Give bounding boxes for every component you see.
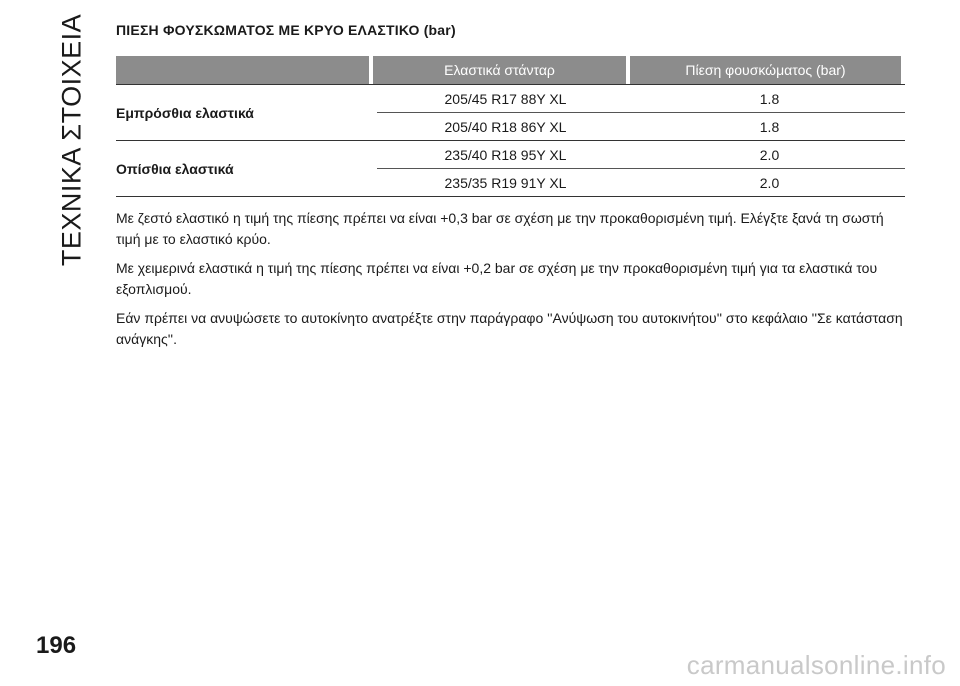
pressure-cell: 2.0 <box>759 174 780 191</box>
tyre-size-cell: 235/35 R19 91Y XL <box>444 174 567 191</box>
header-tyre: Ελαστικά στάνταρ <box>373 56 626 84</box>
tyre-pressure-table <box>116 56 905 197</box>
note-paragraph: Εάν πρέπει να ανυψώσετε το αυτοκίνητο ανατρέξτε στην παράγραφο ''Ανύψωση του αυτοκινήτου'' στο κεφάλαιο ''Σε κατάσταση ανάγκης''. <box>116 310 903 347</box>
page-number: 196 <box>36 632 77 659</box>
group-label-front: Εμπρόσθια ελαστικά <box>116 104 254 121</box>
chapter-side-title <box>42 13 102 267</box>
pressure-cell: 1.8 <box>759 118 780 135</box>
group-label-rear: Οπίσθια ελαστικά <box>116 160 234 177</box>
table-row <box>377 85 905 112</box>
header-blank-cell <box>116 56 369 84</box>
watermark: carmanualsonline.info <box>686 650 946 680</box>
chapter-side-title-text: ΤΕΧΝΙΚΑ ΣΤΟΙΧΕΙΑ <box>56 13 87 267</box>
table-row <box>377 112 905 140</box>
header-pressure: Πίεση φουσκώματος (bar) <box>630 56 901 84</box>
table-row <box>377 141 905 168</box>
note-paragraph: Με ζεστό ελαστικό η τιμή της πίεσης πρέπει να είναι +0,3 bar σε σχέση με την προκαθορισμένη τιμή. Ελέγξτε ξανά τη σωστή τιμή με το ελαστικό κρύο. <box>116 210 884 247</box>
table-header <box>116 56 905 84</box>
table-group-front <box>116 84 905 140</box>
table-group-rear <box>116 140 905 196</box>
pressure-cell: 2.0 <box>759 146 780 163</box>
tyre-size-cell: 205/45 R17 88Y XL <box>444 90 567 107</box>
section-title: ΠΙΕΣΗ ΦΟΥΣΚΩΜΑΤΟΣ ΜΕ ΚΡΥΟ ΕΛΑΣΤΙΚΟ (bar) <box>116 22 456 38</box>
note-paragraph: Με χειμερινά ελαστικά η τιμή της πίεσης πρέπει να είναι +0,2 bar σε σχέση με την προκαθορισμένη τιμή για τα ελαστικά του εξοπλισμού. <box>116 260 878 297</box>
tyre-size-cell: 205/40 R18 86Y XL <box>444 118 567 135</box>
pressure-cell: 1.8 <box>759 90 780 107</box>
table-row <box>377 168 905 196</box>
tyre-size-cell: 235/40 R18 95Y XL <box>444 146 567 163</box>
notes <box>116 208 906 358</box>
table-bottom-rule <box>116 196 905 197</box>
